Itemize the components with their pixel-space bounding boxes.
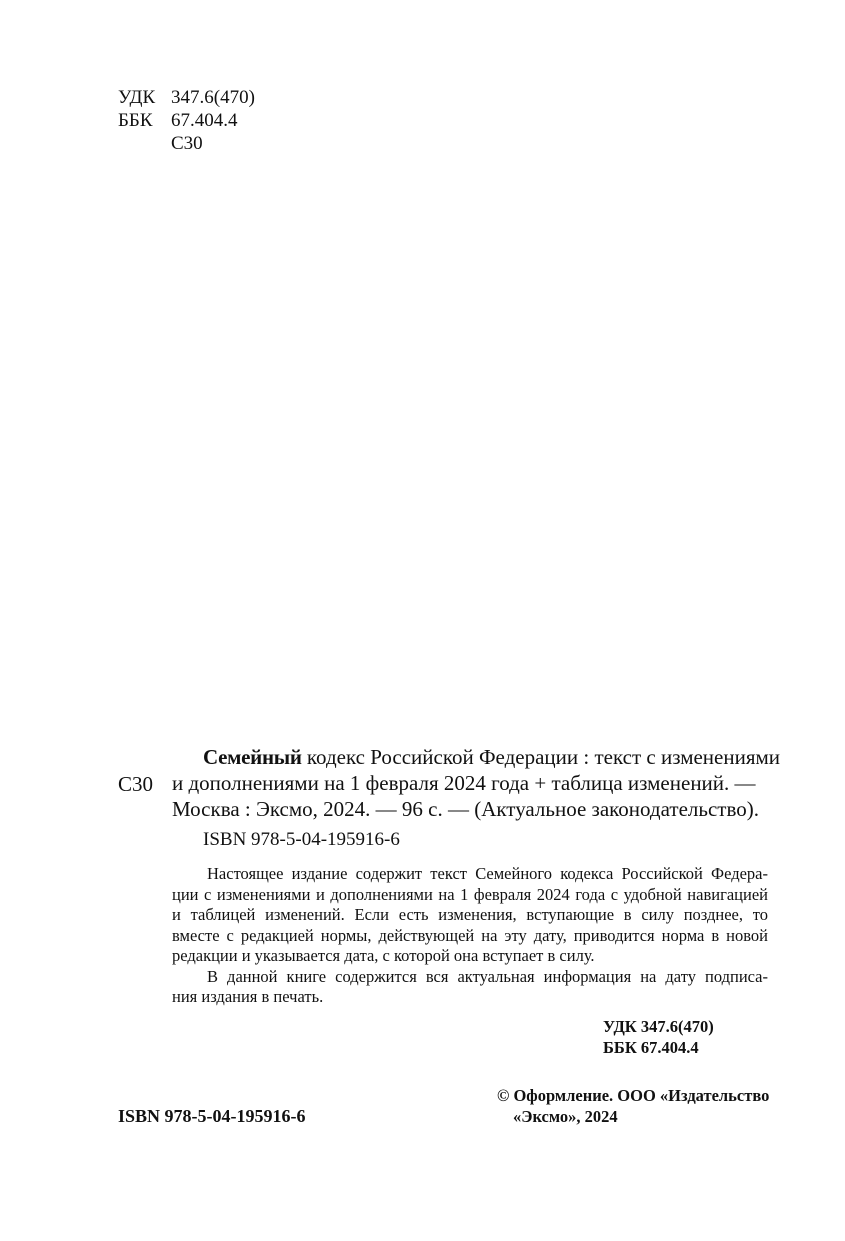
entry-line-3: Москва : Эксмо, 2024. — 96 с. — (Актуальное законодательство). [172,797,759,821]
annotation-line: В данной книге содержится вся актуальная информация на дату подписа- [207,966,768,986]
entry-line-1 [172,744,781,770]
annotation-line: и таблицей изменений. Если есть изменения, вступающие в силу позднее, то [172,905,768,924]
copyright-line-2: «Эксмо», 2024 [513,1107,618,1126]
bbk-value: 67.404.4 [171,110,238,131]
annotation-paragraph-2 [172,967,768,1008]
annotation-line: ния издания в печать. [172,987,324,1006]
entry-title-rest: кодекс Российской Федерации : текст с изменениями [301,745,781,769]
author-sign: С30 [171,133,203,154]
entry-author-sign: С30 [118,772,154,796]
entry-title-bold: Семейный [203,745,302,769]
annotation [172,864,768,1008]
annotation-line: редакции и указывается дата, с которой она вступает в силу. [172,946,595,965]
annotation-paragraph-1 [172,864,768,967]
udk-label: УДК [118,87,156,108]
bbk-label: ББК [118,110,153,131]
bottom-udk: УДК 347.6(470) [603,1017,714,1036]
annotation-line: вместе с редакцией нормы, действующей на эту дату, приводится норма в новой [172,925,768,945]
entry-line-2: и дополнениями на 1 февраля 2024 года + таблица изменений. — [172,771,756,795]
udk-value: 347.6(470) [171,87,255,108]
annotation-line: ции с изменениями и дополнениями на 1 февраля 2024 года с удобной навигацией [172,884,768,904]
annotation-line: Настоящее издание содержит текст Семейного кодекса Российской Федера- [207,864,768,883]
copyright-notice [497,1085,769,1127]
copyright-line-1: © Оформление. ООО «Издательство [497,1086,770,1105]
bottom-codes [603,1016,714,1058]
bottom-isbn: ISBN 978-5-04-195916-6 [118,1106,306,1126]
entry-isbn: ISBN 978-5-04-195916-6 [203,829,400,850]
bottom-bbk: ББК 67.404.4 [603,1038,699,1057]
bibliographic-entry [172,744,781,822]
